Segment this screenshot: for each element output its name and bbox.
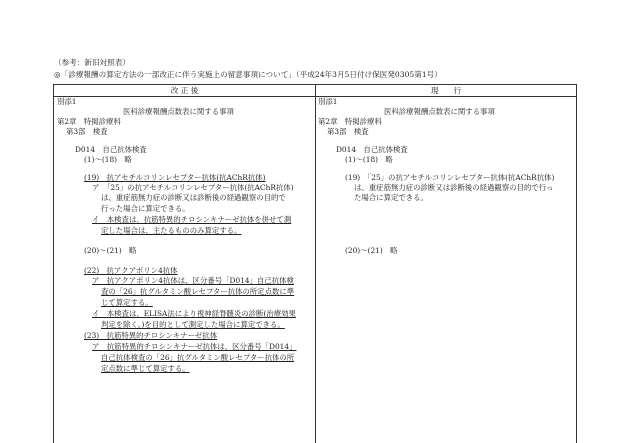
right-chapter: 第2章 特掲診療料: [318, 117, 382, 126]
left-item-22-a-1: ア 抗アクアポリン4抗体は、区分番号「D014」自己抗体検: [92, 276, 294, 285]
column-header-current: 現 行: [430, 86, 462, 95]
left-item-19-heading: (19) 抗アセチルコリンレセプター抗体(抗AChR抗体): [84, 173, 266, 182]
comparison-table: [53, 84, 577, 443]
left-item-heading: D014 自己抗体検査: [75, 145, 147, 154]
column-divider: [315, 85, 316, 443]
notice-title: ◎「診療報酬の算定方法の一部改正に伴う実施上の留意事項について」（平成24年3月5日付け保医発0305第1号）: [54, 70, 442, 79]
left-section-title: 医科診療報酬点数表に関する事項: [123, 107, 234, 116]
left-item-22-heading: (22) 抗アクアポリン4抗体: [84, 266, 178, 275]
left-item-23-a-3: 定点数に準じて算定する。: [101, 364, 190, 373]
right-attachment-label: 別添1: [318, 97, 338, 106]
left-item-22-a-3: じて算定する。: [101, 298, 153, 307]
left-attachment-label: 別添1: [57, 97, 77, 106]
left-item-19-a-2: は、重症筋無力症の診断又は診断後の経過観察の目的で: [101, 193, 286, 202]
left-omitted-1-18: (1)～(18) 略: [84, 155, 132, 164]
left-chapter: 第2章 特掲診療料: [57, 117, 121, 126]
left-part: 第3部 検査: [66, 127, 108, 136]
left-item-19-b-2: 定した場合は、主たるもののみ算定する。: [101, 226, 242, 235]
right-item-heading: D014 自己抗体検査: [336, 145, 408, 154]
left-item-19-a-3: 行った場合に算定できる。: [101, 204, 190, 213]
left-omitted-20-21: (20)～(21) 略: [84, 246, 137, 255]
column-header-revised: 改 正 後: [170, 86, 199, 95]
right-part: 第3部 検査: [327, 127, 369, 136]
right-omitted-1-18: (1)～(18) 略: [345, 155, 393, 164]
right-item-19-1: (19) 「25」の抗アセチルコリンレセプター抗体(抗AChR抗体): [345, 173, 555, 182]
left-item-23-a-2: 自己抗体検査の「26」抗グルタミン酸レセプター抗体の所: [101, 353, 295, 362]
left-item-22-b-1: イ 本検査は、ELISA法により視神経脊髄炎の診断(治療効果: [92, 309, 296, 318]
right-omitted-20-21: (20)～(21) 略: [345, 246, 398, 255]
left-item-23-a-1: ア 抗筋特異的チロシンキナーゼ抗体は、区分番号「D014」: [92, 342, 297, 351]
right-section-title: 医科診療報酬点数表に関する事項: [384, 107, 495, 116]
right-item-19-3: た場合に算定できる。: [354, 193, 428, 202]
left-item-19-b-1: イ 本検査は、抗筋特異的チロシンキナーゼ抗体を併せて測: [92, 215, 292, 224]
reference-label: （参考：新旧対照表）: [54, 58, 130, 67]
left-item-23-heading: (23) 抗筋特異的チロシンキナーゼ抗体: [84, 331, 218, 340]
left-item-19-a-1: ア 「25」の抗アセチルコリンレセプター抗体(抗AChR抗体): [92, 183, 294, 192]
right-item-19-2: は、重症筋無力症の診断又は診断後の経過観察の目的で行っ: [354, 183, 554, 192]
left-item-22-a-2: 査の「26」抗グルタミン酸レセプター抗体の所定点数に準: [101, 287, 295, 296]
left-item-22-b-2: 判定を除く。)を目的として測定した場合に算定できる。: [101, 320, 285, 329]
